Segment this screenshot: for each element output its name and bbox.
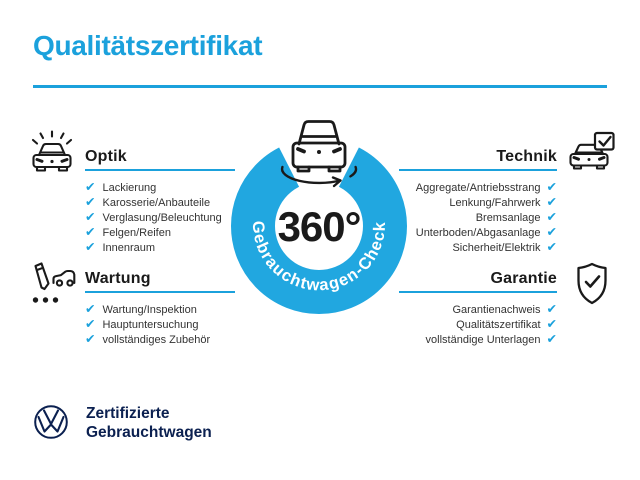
section-rule-technik [399,169,557,171]
list-item [426,302,557,317]
section-title-wartung: Wartung [85,270,151,287]
list-item [85,225,222,240]
brand-text [86,405,212,442]
check-icon: ✔ [85,302,96,317]
list-item [426,332,557,347]
item-label: Unterboden/Abgasanlage [415,226,541,239]
section-rule-optik [85,169,235,171]
list-item [416,225,557,240]
item-label: Karosserie/Anbauteile [102,196,211,209]
list-item [85,302,210,317]
section-title-technik: Technik [496,148,557,165]
section-title-optik: Optik [85,148,127,165]
list-item [416,210,557,225]
list-item [416,240,557,255]
check-icon: ✔ [546,180,557,195]
item-label: Wartung/Inspektion [102,303,197,316]
item-label: Hauptuntersuchung [102,318,199,331]
list-item [85,332,210,347]
check-icon: ✔ [85,225,96,240]
ring-label: Gebrauchtwagen-Check [248,220,390,295]
list-item [416,180,557,195]
item-label: vollständiges Zubehör [102,333,211,346]
item-label: Felgen/Reifen [102,226,171,239]
brand-line2: Gebrauchtwagen [86,423,212,441]
section-rule-garantie [399,291,557,293]
check-icon: ✔ [85,180,96,195]
list-item [426,317,557,332]
checklist-optik [85,180,222,255]
item-label: Qualitätszertifikat [456,318,541,331]
check-icon: ✔ [85,332,96,347]
brand-line1: Zertifizierte [86,405,170,422]
list-item [85,210,222,225]
title-divider [33,85,607,88]
check-icon: ✔ [85,317,96,332]
check-icon: ✔ [546,225,557,240]
check-icon: ✔ [85,240,96,255]
check-icon: ✔ [546,302,557,317]
check-icon: ✔ [85,210,96,225]
section-title-garantie: Garantie [490,270,557,287]
page-title: Qualitätszertifikat [33,30,263,61]
list-item [85,240,222,255]
degrees-label: 360° [277,203,361,250]
checklist-wartung [85,302,210,347]
item-label: Verglasung/Beleuchtung [102,211,222,224]
check-icon: ✔ [546,240,557,255]
item-label: Sicherheit/Elektrik [452,241,541,254]
sparkling-car-icon [26,127,78,175]
item-label: Bremsanlage [475,211,541,224]
vw-logo [33,404,69,440]
shield-check-icon [572,261,612,306]
car-inspection-checkbox-icon [568,130,618,175]
item-label: Garantienachweis [452,303,541,316]
list-item [85,317,210,332]
checklist-garantie [426,302,557,347]
check-icon: ✔ [546,210,557,225]
section-rule-wartung [85,291,235,293]
item-label: Aggregate/Antriebsstrang [415,181,541,194]
check-icon: ✔ [546,195,557,210]
checklist-technik [416,180,557,255]
check-icon: ✔ [85,195,96,210]
list-item [85,180,222,195]
item-label: Lenkung/Fahrwerk [449,196,541,209]
service-checklist-icon [27,259,77,306]
item-label: Innenraum [102,241,156,254]
gebrauchtwagen-check-badge [219,108,419,320]
list-item [416,195,557,210]
list-item [85,195,222,210]
item-label: vollständige Unterlagen [425,333,541,346]
check-icon: ✔ [546,332,557,347]
check-icon: ✔ [546,317,557,332]
item-label: Lackierung [102,181,157,194]
